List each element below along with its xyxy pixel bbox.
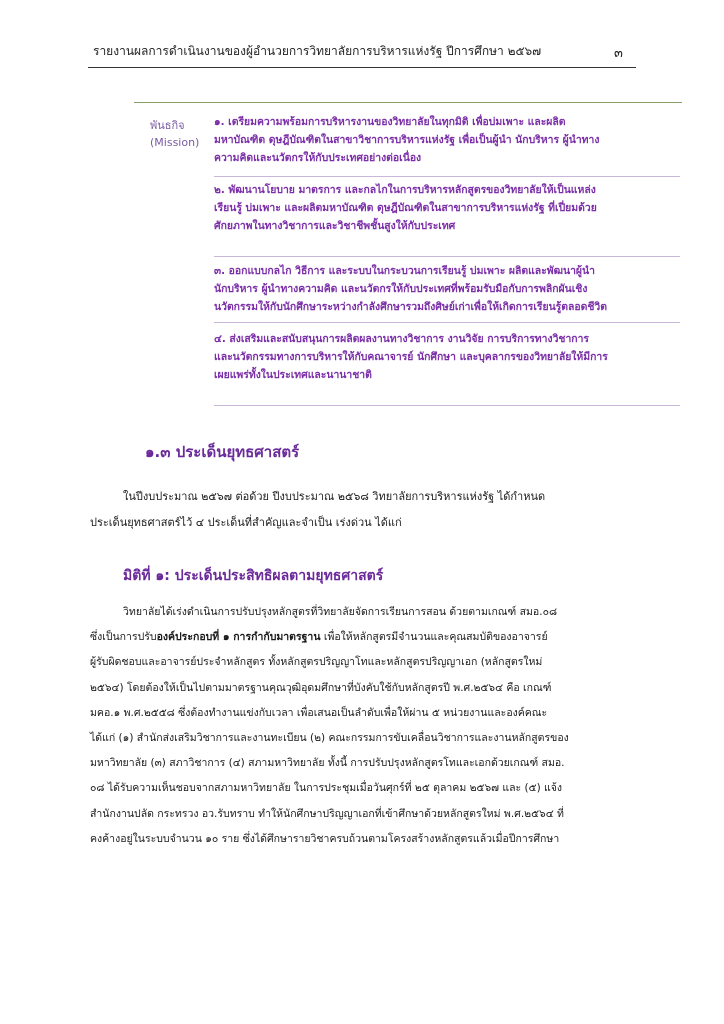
intro-line-2: ประเด็นยุทธศาสตร์ไว้ ๔ ประเด็นที่สำคัญและจำเป็น เร่งด่วน ได้แก่ [90,516,402,529]
paragraph-line: ๐๘ ได้รับความเห็นชอบจากสภามหาวิทยาลัย ในการประชุมเมื่อวันศุกร์ที่ ๒๕ ตุลาคม ๒๕๖๗ และ (๕) แจ้ง [90,782,563,795]
paragraph-line: มคอ.๑ พ.ศ.๒๕๕๘ ซึ่งต้องทำงานแข่งกับเวลา เพื่อเสนอเป็นลำดับเพื่อให้ผ่าน ๕ หน่วยงานและองค์คณะ [90,706,548,719]
paragraph-line: คงค้างอยู่ในระบบจำนวน ๑๐ ราย ซึ่งได้ศึกษารายวิชาครบถ้วนตามโครงสร้างหลักสูตรแล้วเมื่อปีการศึกษา [90,832,560,845]
paragraph-line-bold: องค์ประกอบที่ ๑ การกำกับมาตรฐาน [156,631,321,644]
mission-divider [214,322,680,323]
intro-line-1: ในปีงบประมาณ ๒๕๖๗ ต่อด้วย ปีงบประมาณ ๒๕๖๘ วิทยาลัยการบริหารแห่งรัฐ ได้กำหนด [123,490,546,503]
mission-divider [214,176,680,177]
paragraph-line: วิทยาลัยได้เร่งดำเนินการปรับปรุงหลักสูตรที่วิทยาลัยจัดการเรียนการสอน ด้วยตามเกณฑ์ สมอ.๐๘ [123,606,558,618]
mission-item-line: ความคิดและนวัตกรให้กับประเทศอย่างต่อเนื่อง [214,152,422,164]
paragraph-line: สำนักงานปลัด กระทรวง อว.รับทราบ ทำให้นักศึกษาปริญญาเอกที่เข้าศึกษาด้วยหลักสูตรใหม่ พ.ศ.๒๕๖๔ ที่ [90,807,564,820]
mission-item-line: ๒. พัฒนานโยบาย มาตรการ และกลไกในการบริหารหลักสูตรของวิทยาลัยให้เป็นแหล่ง [214,184,596,196]
paragraph-line [90,625,638,650]
mission-item-2 [214,181,680,235]
paragraph-line-prefix: ซึ่งเป็นการปรับ [90,631,157,644]
paragraph-line-suffix: เพื่อให้หลักสูตรมีจำนวนและคุณสมบัติของอาจารย์ [320,631,548,644]
paragraph-line: ๒๕๖๔) โดยต้องให้เป็นไปตามมาตรฐานคุณวุฒิอุดมศึกษาที่บังคับใช้กับหลักสูตรปี พ.ศ.๒๕๖๔ คือ เกณฑ์ [90,681,552,694]
dimension-heading: มิติที่ ๑: ประเด็นประสิทธิผลตามยุทธศาสตร์ [123,568,384,584]
mission-divider [214,405,680,406]
mission-item-line: เผยแพร่ทั้งในประเทศและนานาชาติ [214,369,372,381]
mission-label-th: พันธกิจ [150,119,185,132]
mission-divider [214,256,680,257]
paragraph-line: มหาวิทยาลัย (๓) สภาวิชาการ (๔) สภามหาวิทยาลัย ทั้งนี้ การปรับปรุงหลักสูตรโทและเอกด้วยเกณฑ์ สมอ. [90,757,565,770]
mission-item-line: ๑. เตรียมความพร้อมการบริหารงานของวิทยาลัยในทุกมิติ เพื่อบ่มเพาะ และผลิต [214,116,566,128]
section-heading: ๑.๓ ประเด็นยุทธศาสตร์ [145,443,300,461]
mission-item-line: และนวัตกรรมทางการบริหารให้กับคณาจารย์ นักศึกษา และบุคลากรของวิทยาลัยให้มีการ [214,351,608,363]
header-divider [88,67,636,68]
page-number: ๓ [614,46,623,61]
dimension-paragraph [90,600,638,852]
mission-item-4 [214,330,680,384]
paragraph-line: ได้แก่ (๑) สำนักส่งเสริมวิชาการและงานทะเบียน (๒) คณะกรรมการขับเคลื่อนวิชาการและงานหลักสูตรของ [90,732,569,745]
paragraph-line: ผู้รับผิดชอบและอาจารย์ประจำหลักสูตร ทั้งหลักสูตรปริญญาโทและหลักสูตรปริญญาเอก (หลักสูตรใหม่ [90,656,543,669]
mission-item-3 [214,262,680,316]
mission-item-line: นวัตกรรมให้กับนักศึกษาระหว่างกำลังศึกษารวมถึงศิษย์เก่าเพื่อให้เกิดการเรียนรู้ตลอดชีวิต [214,301,607,313]
mission-label-en: (Mission) [150,136,200,149]
mission-item-1 [214,113,680,167]
mission-item-line: ๓. ออกแบบกลไก วิธีการ และระบบในกระบวนการเรียนรู้ บ่มเพาะ ผลิตและพัฒนาผู้นำ [214,265,595,277]
mission-item-line: ๔. ส่งเสริมและสนับสนุนการผลิตผลงานทางวิชาการ งานวิจัย การบริการทางวิชาการ [214,333,589,345]
mission-item-line: มหาบัณฑิต ดุษฎีบัณฑิตในสาขาวิชาการบริหารแห่งรัฐ เพื่อเป็นผู้นำ นักบริหาร ผู้นำทาง [214,134,600,146]
mission-item-line: นักบริหาร ผู้นำทางความคิด และนวัตกรให้กับประเทศที่พร้อมรับมือกับการพลิกผันเชิง [214,283,588,295]
mission-top-divider [134,102,682,103]
mission-item-line: เรียนรู้ บ่มเพาะ และผลิตมหาบัณฑิต ดุษฎีบัณฑิตในสาขาการบริหารแห่งรัฐ ที่เปี่ยมด้วย [214,202,597,214]
mission-label [150,117,210,151]
running-header-title: รายงานผลการดำเนินงานของผู้อำนวยการวิทยาลัยการบริหารแห่งรัฐ ปีการศึกษา ๒๕๖๗ [93,44,542,58]
mission-item-line: ศักยภาพในทางวิชาการและวิชาชีพชั้นสูงให้กับประเทศ [214,220,456,232]
